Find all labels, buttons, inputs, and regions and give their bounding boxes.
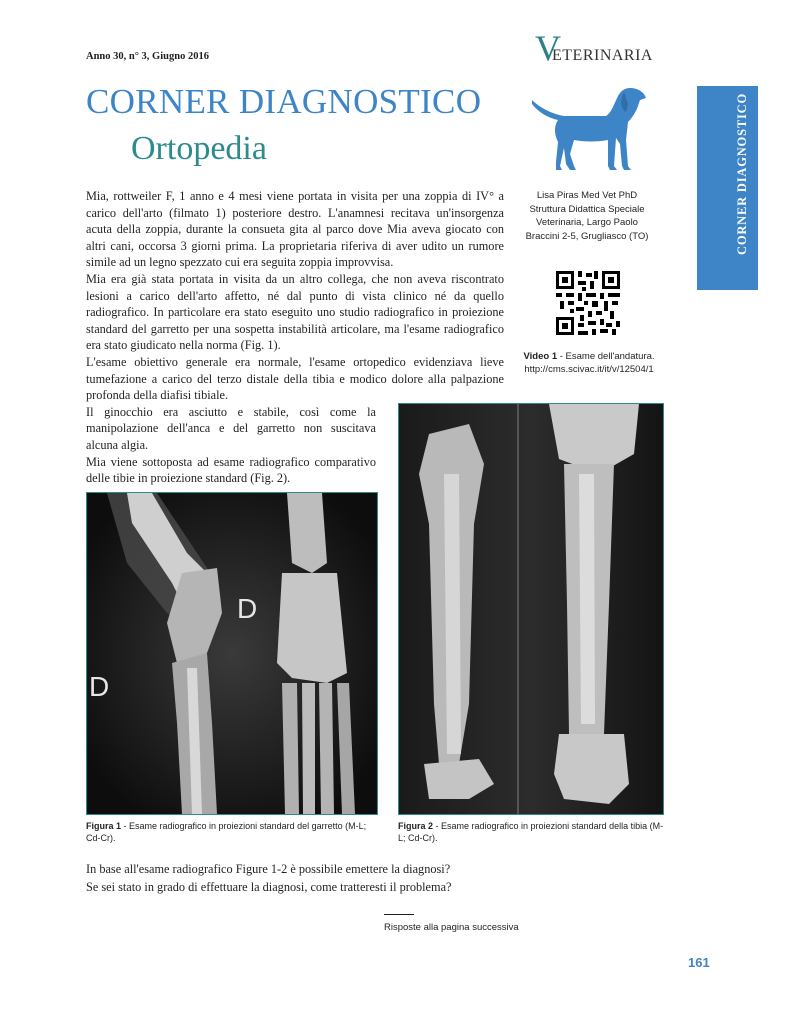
video-url-link[interactable]: http://cms.scivac.it/it/v/12504/1 (524, 364, 654, 375)
figure-1-marker-left: D (89, 671, 110, 702)
tibia-xray-image (399, 404, 663, 814)
author-affiliation-1: Struttura Didattica Speciale (529, 203, 645, 215)
figure-2-radiograph (398, 403, 664, 815)
issue-info: Anno 30, n° 3, Giugno 2016 (86, 51, 209, 62)
journal-logo: ETERINARIA (552, 47, 653, 64)
body-paragraph: Il ginocchio era asciutto e stabile, così come la manipolazione dell'anca e del garretto non suscitava alcuna algia. (86, 404, 376, 452)
question-2: Se sei stato in grado di effettuare la diagnosi, come tratteresti il problema? (86, 880, 452, 894)
side-tab-label: CORNER DIAGNOSTICO (735, 93, 749, 255)
body-paragraph: L'esame obiettivo generale era normale, l'esame ortopedico evidenziava lieve tumefazione a carico del terzo distale della tibia e modico dolore alla palpazione profonda della diafisi tibiale. (86, 354, 504, 403)
body-paragraph: Mia viene sottoposta ad esame radiografico comparativo delle tibie in proiezione standard (Fig. 2). (86, 454, 376, 486)
author-name: Lisa Piras Med Vet PhD (536, 190, 638, 201)
body-paragraph: Mia era già stata portata in visita da un altro collega, che non aveva riscontrato lesioni a carico dell'arto affetto, né dal punto di vista clinico né da quello radiografico. In particolare era stato eseguito uno studio radiografico in proiezione standard del garretto per una sospetta instabilità articolare, ma l'esame radiografico era stato giudicato nella norma (Fig. 1). (86, 271, 504, 353)
figure-1-caption (86, 820, 378, 844)
hock-xray-image (87, 493, 377, 814)
side-section-tab (697, 86, 758, 290)
figure-1-marker-right: D (237, 593, 258, 624)
page-title: CORNER DIAGNOSTICO (86, 82, 482, 121)
figure-2-label: Figura 2 (398, 821, 434, 831)
author-affiliation-3: Braccini 2-5, Grugliasco (TO) (525, 230, 649, 242)
figure-2-caption (398, 820, 666, 844)
author-affiliation-2: Veterinaria, Largo Paolo (536, 217, 638, 228)
video-caption (504, 350, 674, 376)
video-label: Video 1 (523, 351, 558, 362)
question-1: In base all'esame radiografico Figure 1-2 è possibile emettere la diagnosi? (86, 862, 451, 876)
page-subtitle: Ortopedia (131, 130, 267, 167)
author-block (512, 189, 662, 243)
footer-note: Risposte alla pagina successiva (384, 922, 519, 933)
question-block (86, 860, 646, 896)
dog-icon (528, 82, 648, 178)
figure-2-caption-text: - Esame radiografico in proiezioni standard della tibia (M-L; Cd-Cr). (398, 821, 664, 843)
video-text: - Esame dell'andatura. (557, 351, 655, 362)
figure-1-radiograph (86, 492, 378, 815)
figure-1-caption-text: - Esame radiografico in proiezioni standard del garretto (M-L; Cd-Cr). (86, 821, 367, 843)
qr-code-icon[interactable] (556, 271, 620, 335)
figure-1-label: Figura 1 (86, 821, 122, 831)
journal-logo-initial: V (535, 28, 561, 68)
footer-rule (384, 914, 414, 915)
body-paragraph: Mia, rottweiler F, 1 anno e 4 mesi viene portata in visita per una zoppia di IV° a carico dell'arto (filmato 1) posteriore destro. L'anamnesi recitava un'insorgenza acuta della zoppia, durante la consueta gita al parco dove Mia aveva giocato con altri cani, occorsa 3 giorni prima. La proprietaria riferiva di aver udito un rumore simile ad un legno spezzato cui era seguita zoppia improvvisa. (86, 189, 504, 270)
page-number: 161 (688, 955, 710, 970)
